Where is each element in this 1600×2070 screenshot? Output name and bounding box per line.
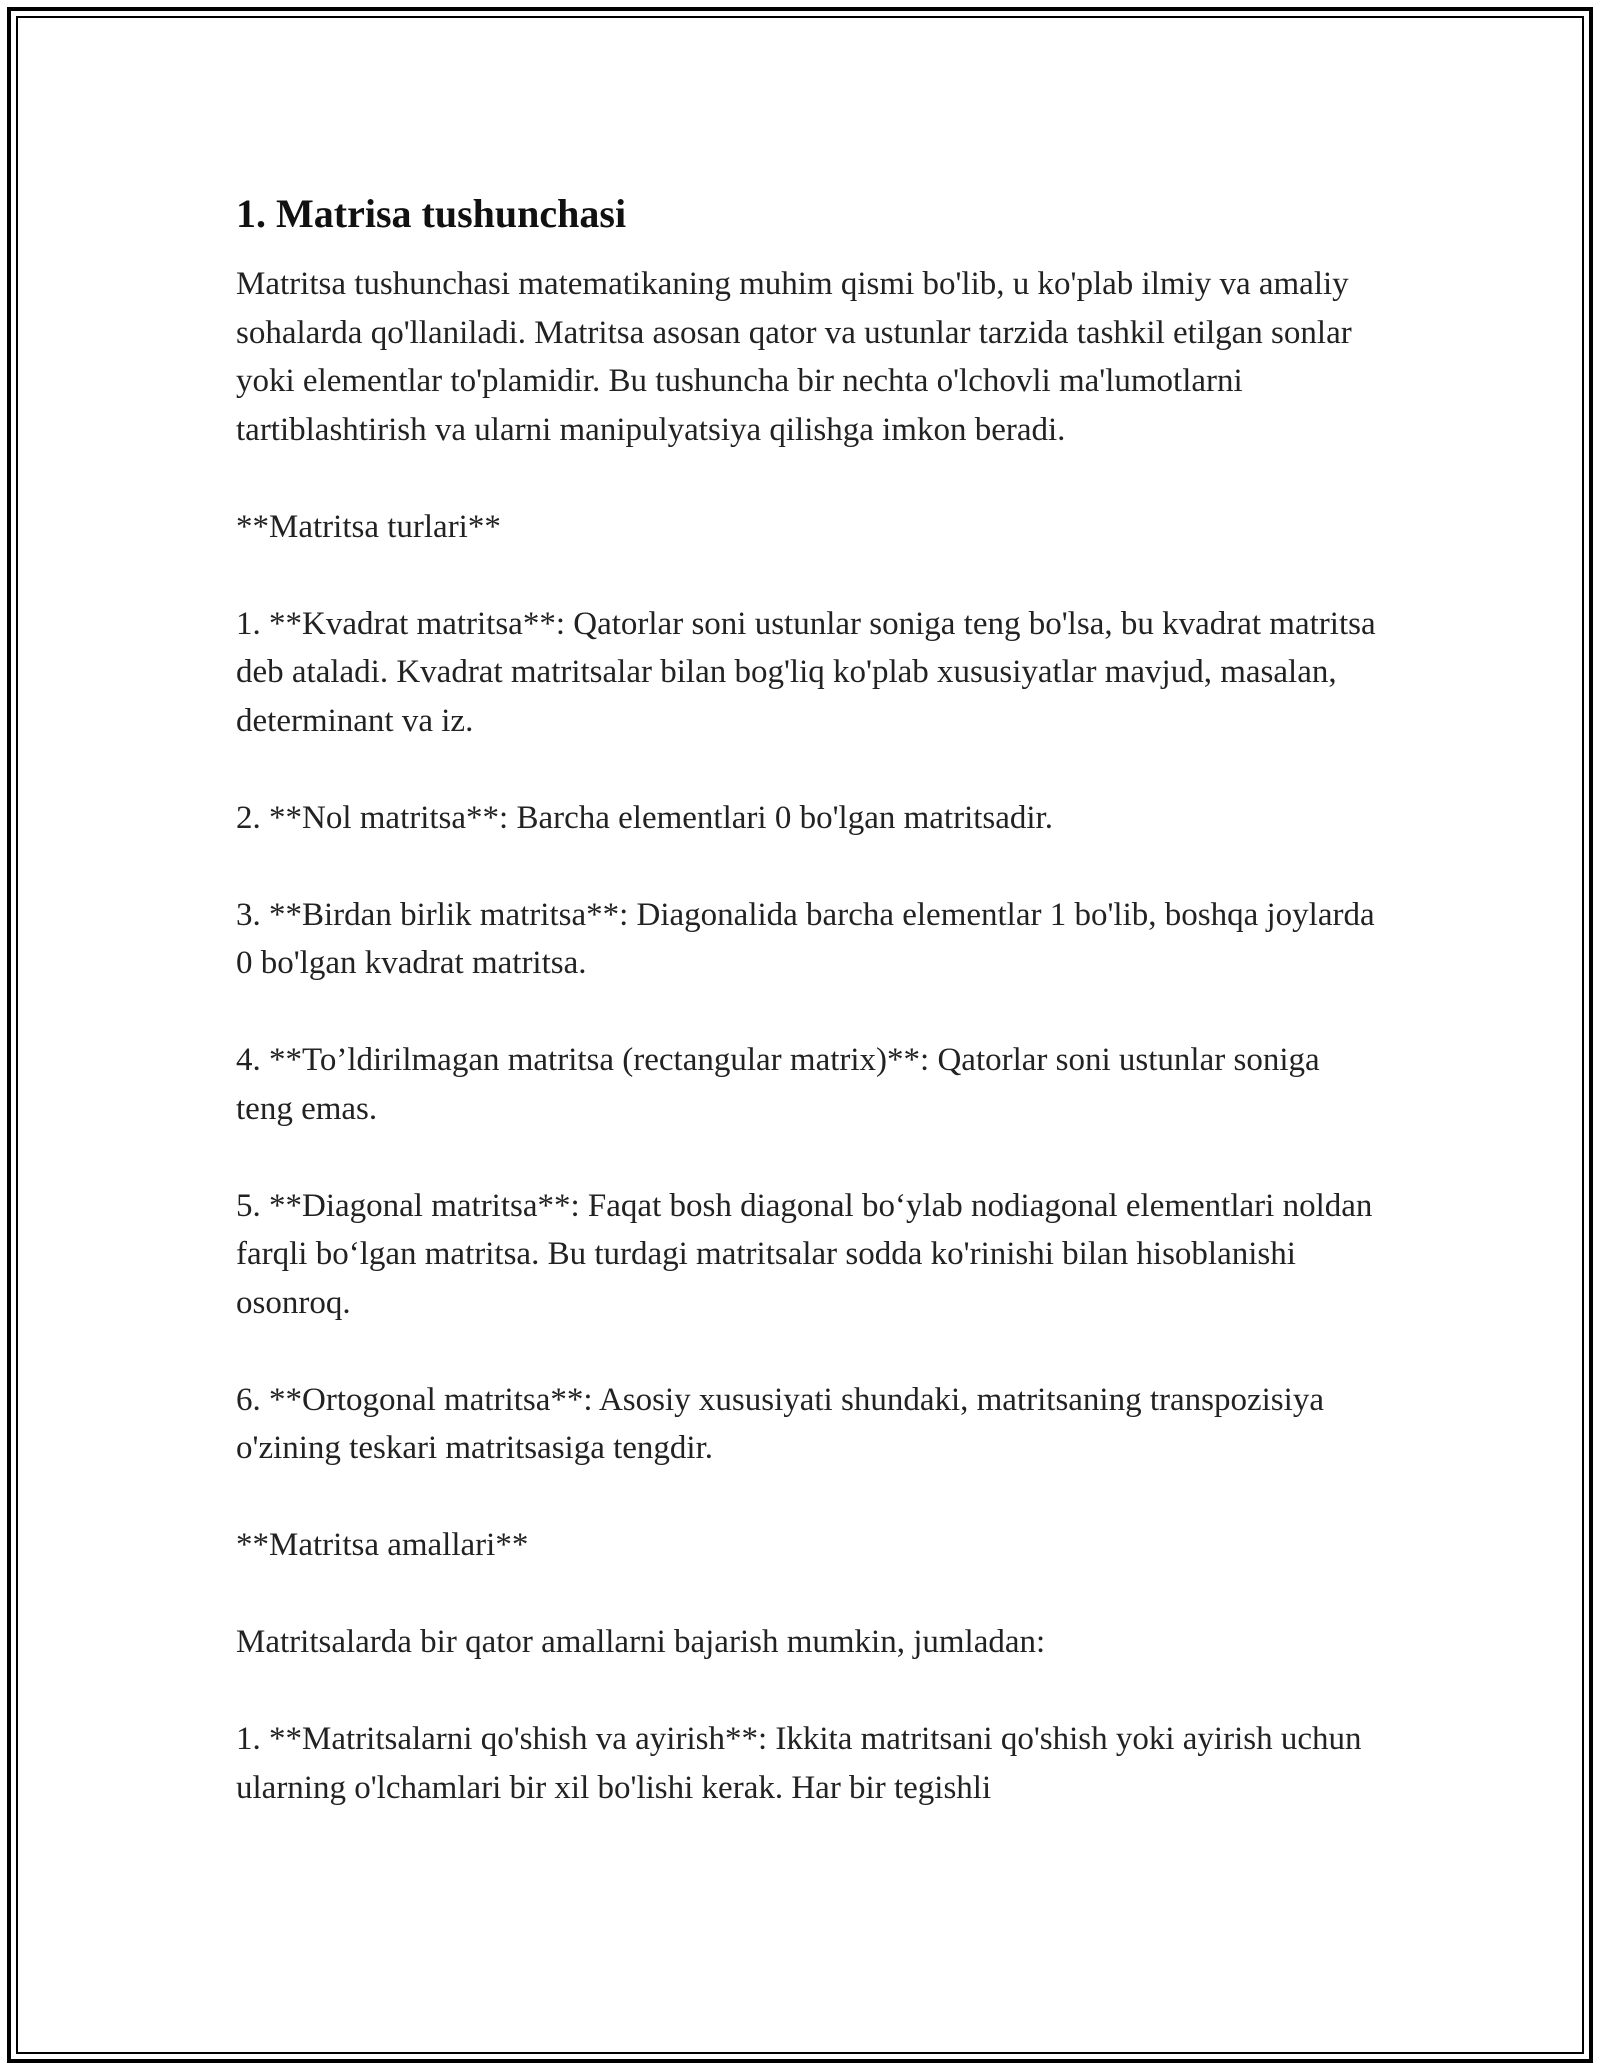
list-item-diagonal-matrix: 5. **Diagonal matritsa**: Faqat bosh diagonal bo‘ylab nodiagonal elementlari noldan farqli bo‘lgan matritsa. Bu turdagi matritsalar sodda ko'rinishi bilan hisoblanishi osonroq. (236, 1187, 1373, 1321)
list-item-rectangular-matrix: 4. **To’ldirilmagan matritsa (rectangular matrix)**: Qatorlar soni ustunlar soniga teng emas. (236, 1042, 1320, 1127)
document-body (236, 188, 1376, 1861)
paragraph-operations-intro: Matritsalarda bir qator amallarni bajarish mumkin, jumladan: (236, 1624, 1046, 1660)
paragraph-intro: Matritsa tushunchasi matematikaning muhim qismi bo'lib, u ko'plab ilmiy va amaliy sohalarda qo'llaniladi. Matritsa asosan qator va ustunlar tarzida tashkil etilgan sonlar yoki elementlar to'plamidir. Bu tushuncha bir nechta o'lchovli ma'lumotlarni tartiblashtirish va ularni manipulyatsiya qilishga imkon beradi. (236, 266, 1352, 448)
list-item-identity-matrix: 3. **Birdan birlik matritsa**: Diagonalida barcha elementlar 1 bo'lib, boshqa joylarda 0 bo'lgan kvadrat matritsa. (236, 896, 1375, 981)
list-item-addition-subtraction: 1. **Matritsalarni qo'shish va ayirish**: Ikkita matritsani qo'shish yoki ayirish uchun ularning o'lchamlari bir xil bo'lishi kerak. Har bir tegishli (236, 1721, 1362, 1806)
list-item-square-matrix: 1. **Kvadrat matritsa**: Qatorlar soni ustunlar soniga teng bo'lsa, bu kvadrat matritsa deb ataladi. Kvadrat matritsalar bilan bog'liq ko'plab xususiyatlar mavjud, masalan, determinant va iz. (236, 605, 1376, 739)
list-item-zero-matrix: 2. **Nol matritsa**: Barcha elementlari 0 bo'lgan matritsadir. (236, 799, 1053, 836)
page-title: 1. Matrisa tushunchasi (236, 191, 627, 236)
section-heading-matrix-operations: **Matritsa amallari** (236, 1527, 529, 1563)
list-item-orthogonal-matrix: 6. **Ortogonal matritsa**: Asosiy xususiyati shundaki, matritsaning transpozisiya o'zining teskari matritsasiga tengdir. (236, 1381, 1324, 1466)
section-heading-matrix-types: **Matritsa turlari** (236, 508, 501, 545)
